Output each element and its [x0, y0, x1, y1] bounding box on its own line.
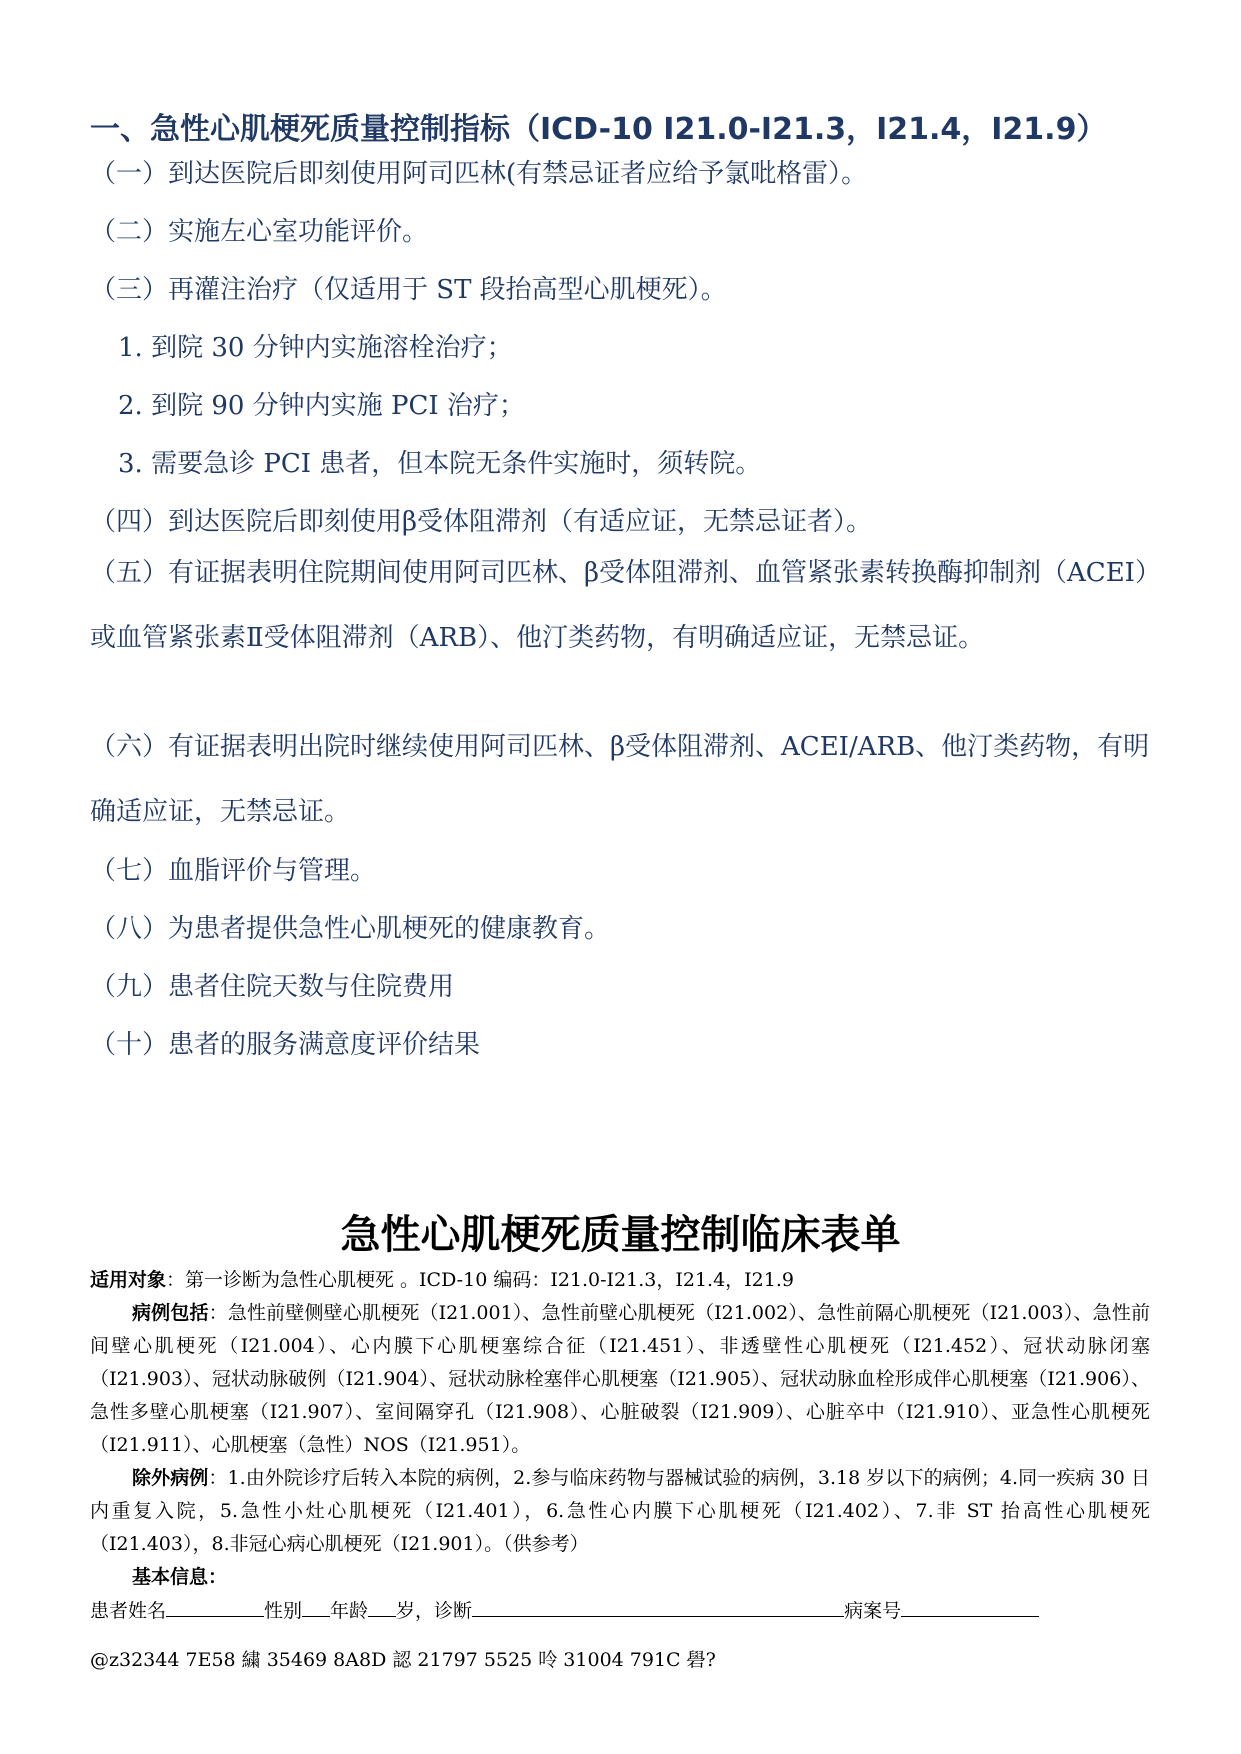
reperfusion-item-3: 3. 需要急诊 PCI 患者，但本院无条件实施时，须转院。 — [118, 449, 762, 479]
reperfusion-item-1: 1. 到院 30 分钟内实施溶栓治疗； — [118, 333, 513, 363]
indicator-2: （二）实施左心室功能评价。 — [90, 217, 429, 247]
exclusion-paragraph — [90, 1462, 1150, 1561]
indicator-10: （十）患者的服务满意度评价结果 — [90, 1030, 481, 1060]
patient-name-label: 患者姓名 — [90, 1600, 167, 1622]
indicator-4: （四）到达医院后即刻使用β受体阻滞剂（有适应证，无禁忌证者）。 — [90, 507, 873, 537]
basic-info-paragraph — [90, 1561, 1150, 1594]
sex-label: 性别 — [264, 1600, 303, 1622]
indicator-3: （三）再灌注治疗（仅适用于 ST 段抬高型心肌梗死）。 — [90, 275, 727, 305]
cases-text: ：急性前壁侧壁心肌梗死（I21.001）、急性前壁心肌梗死（I21.002）、急性前隔心肌梗死（I21.003）、急性前间壁心肌梗死（I21.004）、心内膜下心肌梗塞综合征（I21.451）、非透壁性心肌梗死（I21.452）、冠状动脉闭塞（I21.903）、冠状动脉破例（I21.904）、冠状动脉栓塞伴心肌梗塞（I21.905）、冠状动脉血栓形成伴心肌梗塞（I21.906）、急性多壁心肌梗塞（I21.907）、室间隔穿孔（I21.908）、心脏破裂（I21.909）、心脏卒中（I21.910）、亚急性心肌梗死（I21.911）、心肌梗塞（急性）NOS（I21.951）。 — [90, 1302, 1150, 1456]
indicator-7: （七）血脂评价与管理。 — [90, 856, 377, 886]
patient-info-line — [90, 1594, 1150, 1628]
age-label: 年龄 — [330, 1600, 369, 1622]
age-unit-label: 岁，诊断 — [396, 1600, 473, 1622]
sex-field[interactable] — [302, 1594, 330, 1617]
section-heading: 一、急性心肌梗死质量控制指标（ICD-10 I21.0-I21.3，I21.4，I21.9） — [90, 112, 1107, 147]
indicator-5: （五）有证据表明住院期间使用阿司匹林、β受体阻滞剂、血管紧张素转换酶抑制剂（ACEI）或血管紧张素Ⅱ受体阻滞剂（ARB）、他汀类药物，有明确适应证，无禁忌证。 — [90, 558, 1148, 653]
age-field[interactable] — [368, 1594, 396, 1617]
reperfusion-item-2: 2. 到院 90 分钟内实施 PCI 治疗； — [118, 391, 525, 421]
exclusion-text: ：1.由外院诊疗后转入本院的病例，2.参与临床药物与器械试验的病例，3.18 岁以下的病例；4.同一疾病 30 日内重复入院，5.急性小灶心肌梗死（I21.401），6.急性心内膜下心肌梗死（I21.402）、7.非 ST 抬高性心肌梗死（I21.403），8.非冠心病心肌梗死（I21.901）。（供参考） — [90, 1467, 1150, 1555]
indicator-8: （八）为患者提供急性心肌梗死的健康教育。 — [90, 914, 611, 944]
basic-info-label: 基本信息： — [132, 1566, 228, 1588]
form-title: 急性心肌梗死质量控制临床表单 — [340, 1212, 901, 1258]
indicator-6: （六）有证据表明出院时继续使用阿司匹林、β受体阻滞剂、ACEI/ARB、他汀类药物，有明确适应证，无禁忌证。 — [90, 732, 1150, 827]
clinical-form — [90, 1264, 1150, 1628]
record-no-label: 病案号 — [844, 1600, 902, 1622]
scope-label: 适用对象 — [90, 1269, 167, 1291]
exclusion-label: 除外病例 — [132, 1467, 209, 1489]
indicator-1: （一）到达医院后即刻使用阿司匹林(有禁忌证者应给予氯吡格雷）。 — [90, 159, 868, 189]
cases-paragraph — [90, 1297, 1150, 1462]
scope-text: ：第一诊断为急性心肌梗死 。ICD-10 编码：I21.0-I21.3，I21.4，I21.9 — [166, 1269, 794, 1291]
indicator-9: （九）患者住院天数与住院费用 — [90, 972, 455, 1002]
cases-label: 病例包括 — [132, 1302, 209, 1324]
scope-paragraph — [90, 1264, 1150, 1297]
patient-name-field[interactable] — [166, 1594, 264, 1617]
record-no-field[interactable] — [901, 1594, 1039, 1617]
diagnosis-field[interactable] — [472, 1594, 844, 1617]
encoding-artifact-line: @z32344 7E58 繍 35469 8A8D 認 21797 5525 呤 31004 791C 礐? — [90, 1649, 716, 1671]
